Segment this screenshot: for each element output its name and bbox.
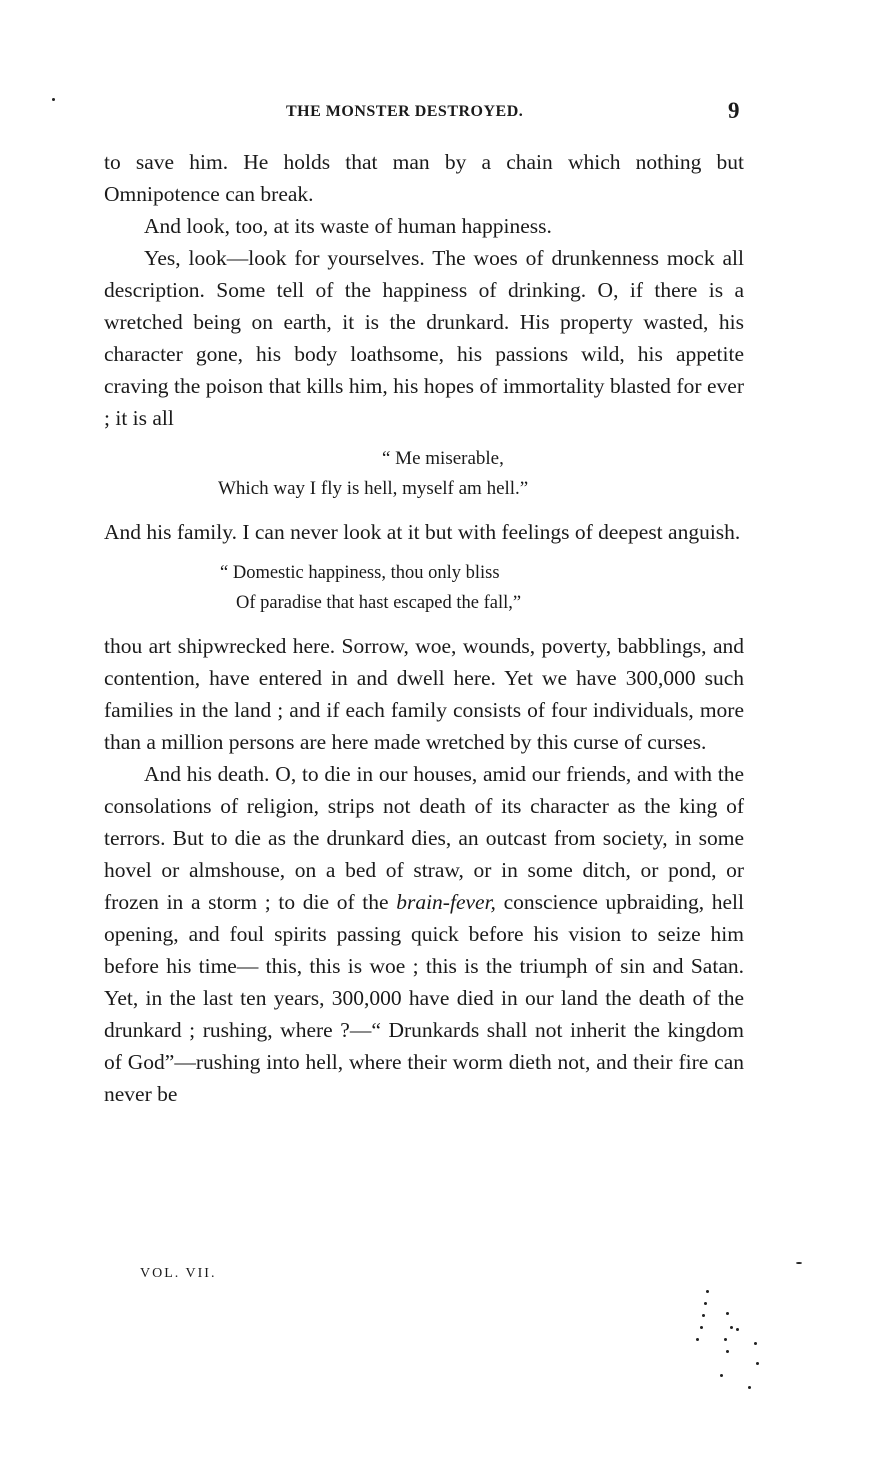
ink-speck [704,1302,707,1305]
italic-term: brain-fever, [396,890,496,914]
ink-speck [720,1374,723,1377]
ink-speck [726,1312,729,1315]
ink-speck [696,1338,699,1341]
verse-line: Of paradise that hast escaped the fall,” [236,593,522,613]
paragraph: to save him. He holds that man by a chain which nothing but Omnipotence can break. [104,150,744,206]
paragraph: And his family. I can never look at it but with feelings of deepest anguish. [104,520,741,544]
ink-speck [52,98,55,101]
running-title: THE MONSTER DESTROYED. [286,103,524,120]
ink-speck [748,1386,751,1389]
verse-quote [104,444,744,504]
ink-speck [730,1326,733,1329]
ink-speck [724,1338,727,1341]
ink-dots [690,1290,770,1400]
page-number: 9 [728,98,740,123]
paragraph: And look, too, at its waste of human happiness. [144,214,552,238]
signature-mark: VOL. VII. [140,1266,217,1281]
paragraph-text: And his death. O, to die in our houses, amid our friends, and with the consolations of religion, strips not death of its character as the king of terrors. But to die as the drunkard dies, an outcast from society, in some hovel or almshouse, on a bed of straw, or in some ditch, or pond, or frozen in a storm ; to die of the [104,762,744,914]
body-text [104,146,744,1110]
ink-speck [726,1350,729,1353]
ink-speck [702,1314,705,1317]
paragraph [104,758,744,1110]
paragraph: Yes, look—look for yourselves. The woes of drunkenness mock all description. Some tell of the happiness of drinking. O, if there is a wretched being on earth, it is the drunkard. His property wasted, his character gone, his body loathsome, his passions wild, his appetite craving the poison that kills him, his hopes of immortality blasted for ever ; it is all [104,246,744,430]
ink-speck [700,1326,703,1329]
verse-line: Which way I fly is hell, myself am hell.” [218,478,529,499]
paragraph-text: conscience upbraiding, hell opening, and foul spirits passing quick before his vision to seize him before his time— this, this is woe ; this is the triumph of sin and Satan. Yet, in the last ten years, 300,000 have died in our land the death of the drunkard ; rushing, where ?—“ Drunkards shall not inherit the kingdom of God”—rushing into hell, where their worm dieth not, and their fire can never be [104,890,744,1106]
ink-speck [754,1342,757,1345]
verse-line: “ Domestic happiness, thou only bliss [220,563,500,583]
verse-quote [104,558,744,618]
ink-speck [736,1328,739,1331]
ink-speck [796,1262,802,1264]
running-head [0,98,888,128]
paragraph: thou art shipwrecked here. Sorrow, woe, wounds, poverty, babblings, and contention, have entered in and dwell here. Yet we have 300,000 such families in the land ; and if each family consists of four individuals, more than a million persons are here made wretched by this curse of curses. [104,634,744,754]
ink-speck [756,1362,759,1365]
verse-line: “ Me miserable, [382,448,504,469]
ink-speck [706,1290,709,1293]
